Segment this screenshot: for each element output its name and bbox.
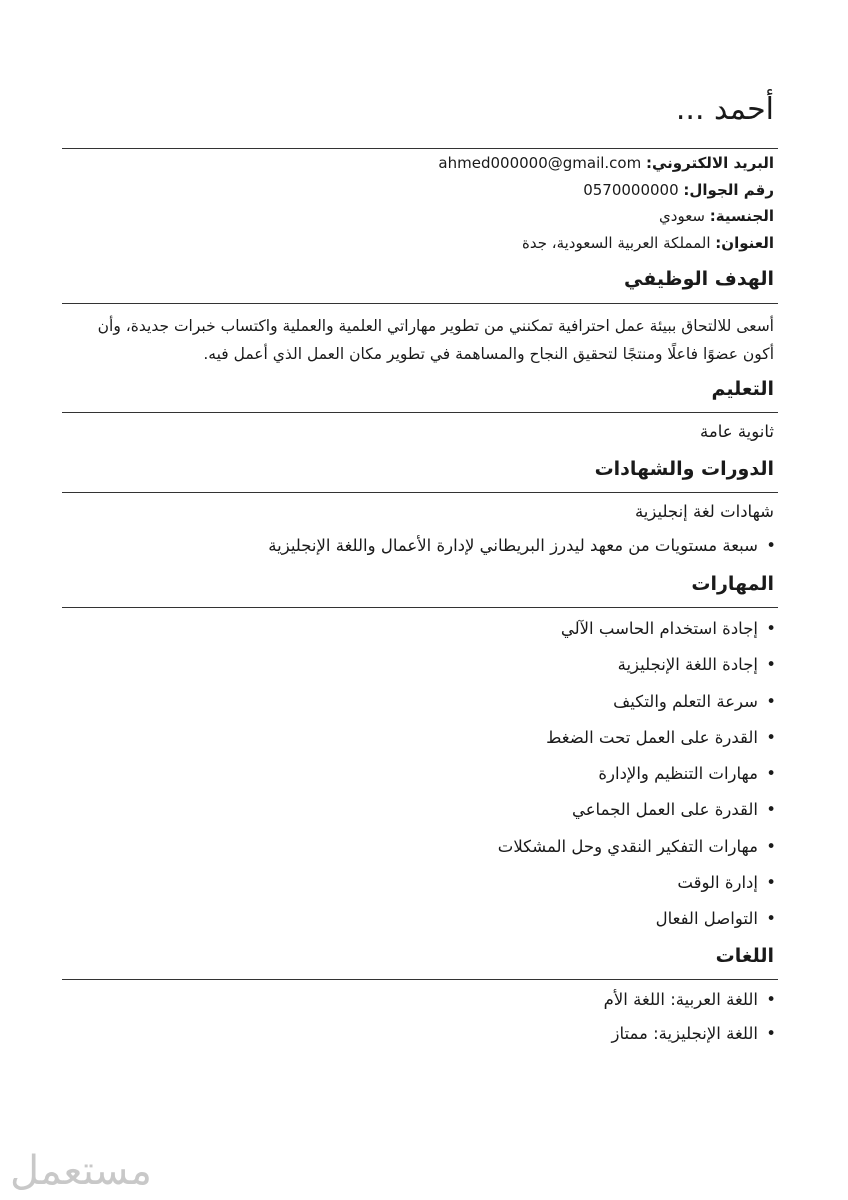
contact-info (438, 150, 774, 256)
list-item: • إجادة اللغة الإنجليزية (498, 651, 778, 687)
nationality-value: سعودي (659, 207, 706, 225)
list-item: • إدارة الوقت (498, 869, 778, 905)
list-item: • القدرة على العمل تحت الضغط (498, 724, 778, 760)
email-value: ahmed000000@gmail.com (438, 154, 642, 172)
list-item: • سرعة التعلم والتكيف (498, 688, 778, 724)
languages-title: اللغات (715, 945, 774, 967)
courses-title: الدورات والشهادات (594, 458, 774, 480)
candidate-name: أحمد ... (675, 92, 774, 127)
list-item: • اللغة العربية: اللغة الأم (604, 986, 778, 1020)
skills-divider (62, 607, 778, 608)
courses-divider (62, 492, 778, 493)
address-row (438, 230, 774, 257)
nationality-label: الجنسية: (709, 207, 774, 225)
list-item: • سبعة مستويات من معهد ليدرز البريطاني لإدارة الأعمال واللغة الإنجليزية (268, 536, 778, 555)
header-divider (62, 148, 778, 149)
list-item: • القدرة على العمل الجماعي (498, 796, 778, 832)
languages-list (604, 986, 778, 1054)
list-item: • مهارات التنظيم والإدارة (498, 760, 778, 796)
email-row (438, 150, 774, 177)
objective-title: الهدف الوظيفي (624, 268, 774, 290)
email-label: البريد الالكتروني: (646, 154, 774, 172)
education-item: ثانوية عامة (700, 422, 774, 441)
address-label: العنوان: (715, 233, 774, 252)
courses-subtitle: شهادات لغة إنجليزية (634, 502, 774, 521)
phone-value: 0570000000 (583, 180, 679, 199)
address-value: المملكة العربية السعودية، جدة (521, 233, 711, 252)
list-item: • مهارات التفكير النقدي وحل المشكلات (498, 833, 778, 869)
list-item: • إجادة استخدام الحاسب الآلي (498, 615, 778, 651)
objective-text: أسعى للالتحاق ببيئة عمل احترافية تمكنني من تطوير مهاراتي العلمية والعملية واكتساب خبرات جديدة، وأن أكون عضوًا فاعلًا ومنتجًا لتحقيق النجاح والمساهمة في تطوير مكان العمل الذي أعمل فيه. (97, 317, 774, 363)
courses-list (268, 536, 778, 555)
languages-divider (62, 979, 778, 980)
objective-divider (62, 303, 778, 304)
watermark-logo: مستعمل (10, 1148, 152, 1194)
phone-row (438, 177, 774, 204)
list-item: • التواصل الفعال (498, 905, 778, 941)
skills-list (498, 615, 778, 942)
skills-title: المهارات (691, 573, 774, 595)
education-divider (62, 412, 778, 413)
list-item: • اللغة الإنجليزية: ممتاز (604, 1020, 778, 1054)
phone-label: رقم الجوال: (683, 180, 774, 199)
nationality-row (438, 203, 774, 230)
education-title: التعليم (711, 378, 774, 400)
